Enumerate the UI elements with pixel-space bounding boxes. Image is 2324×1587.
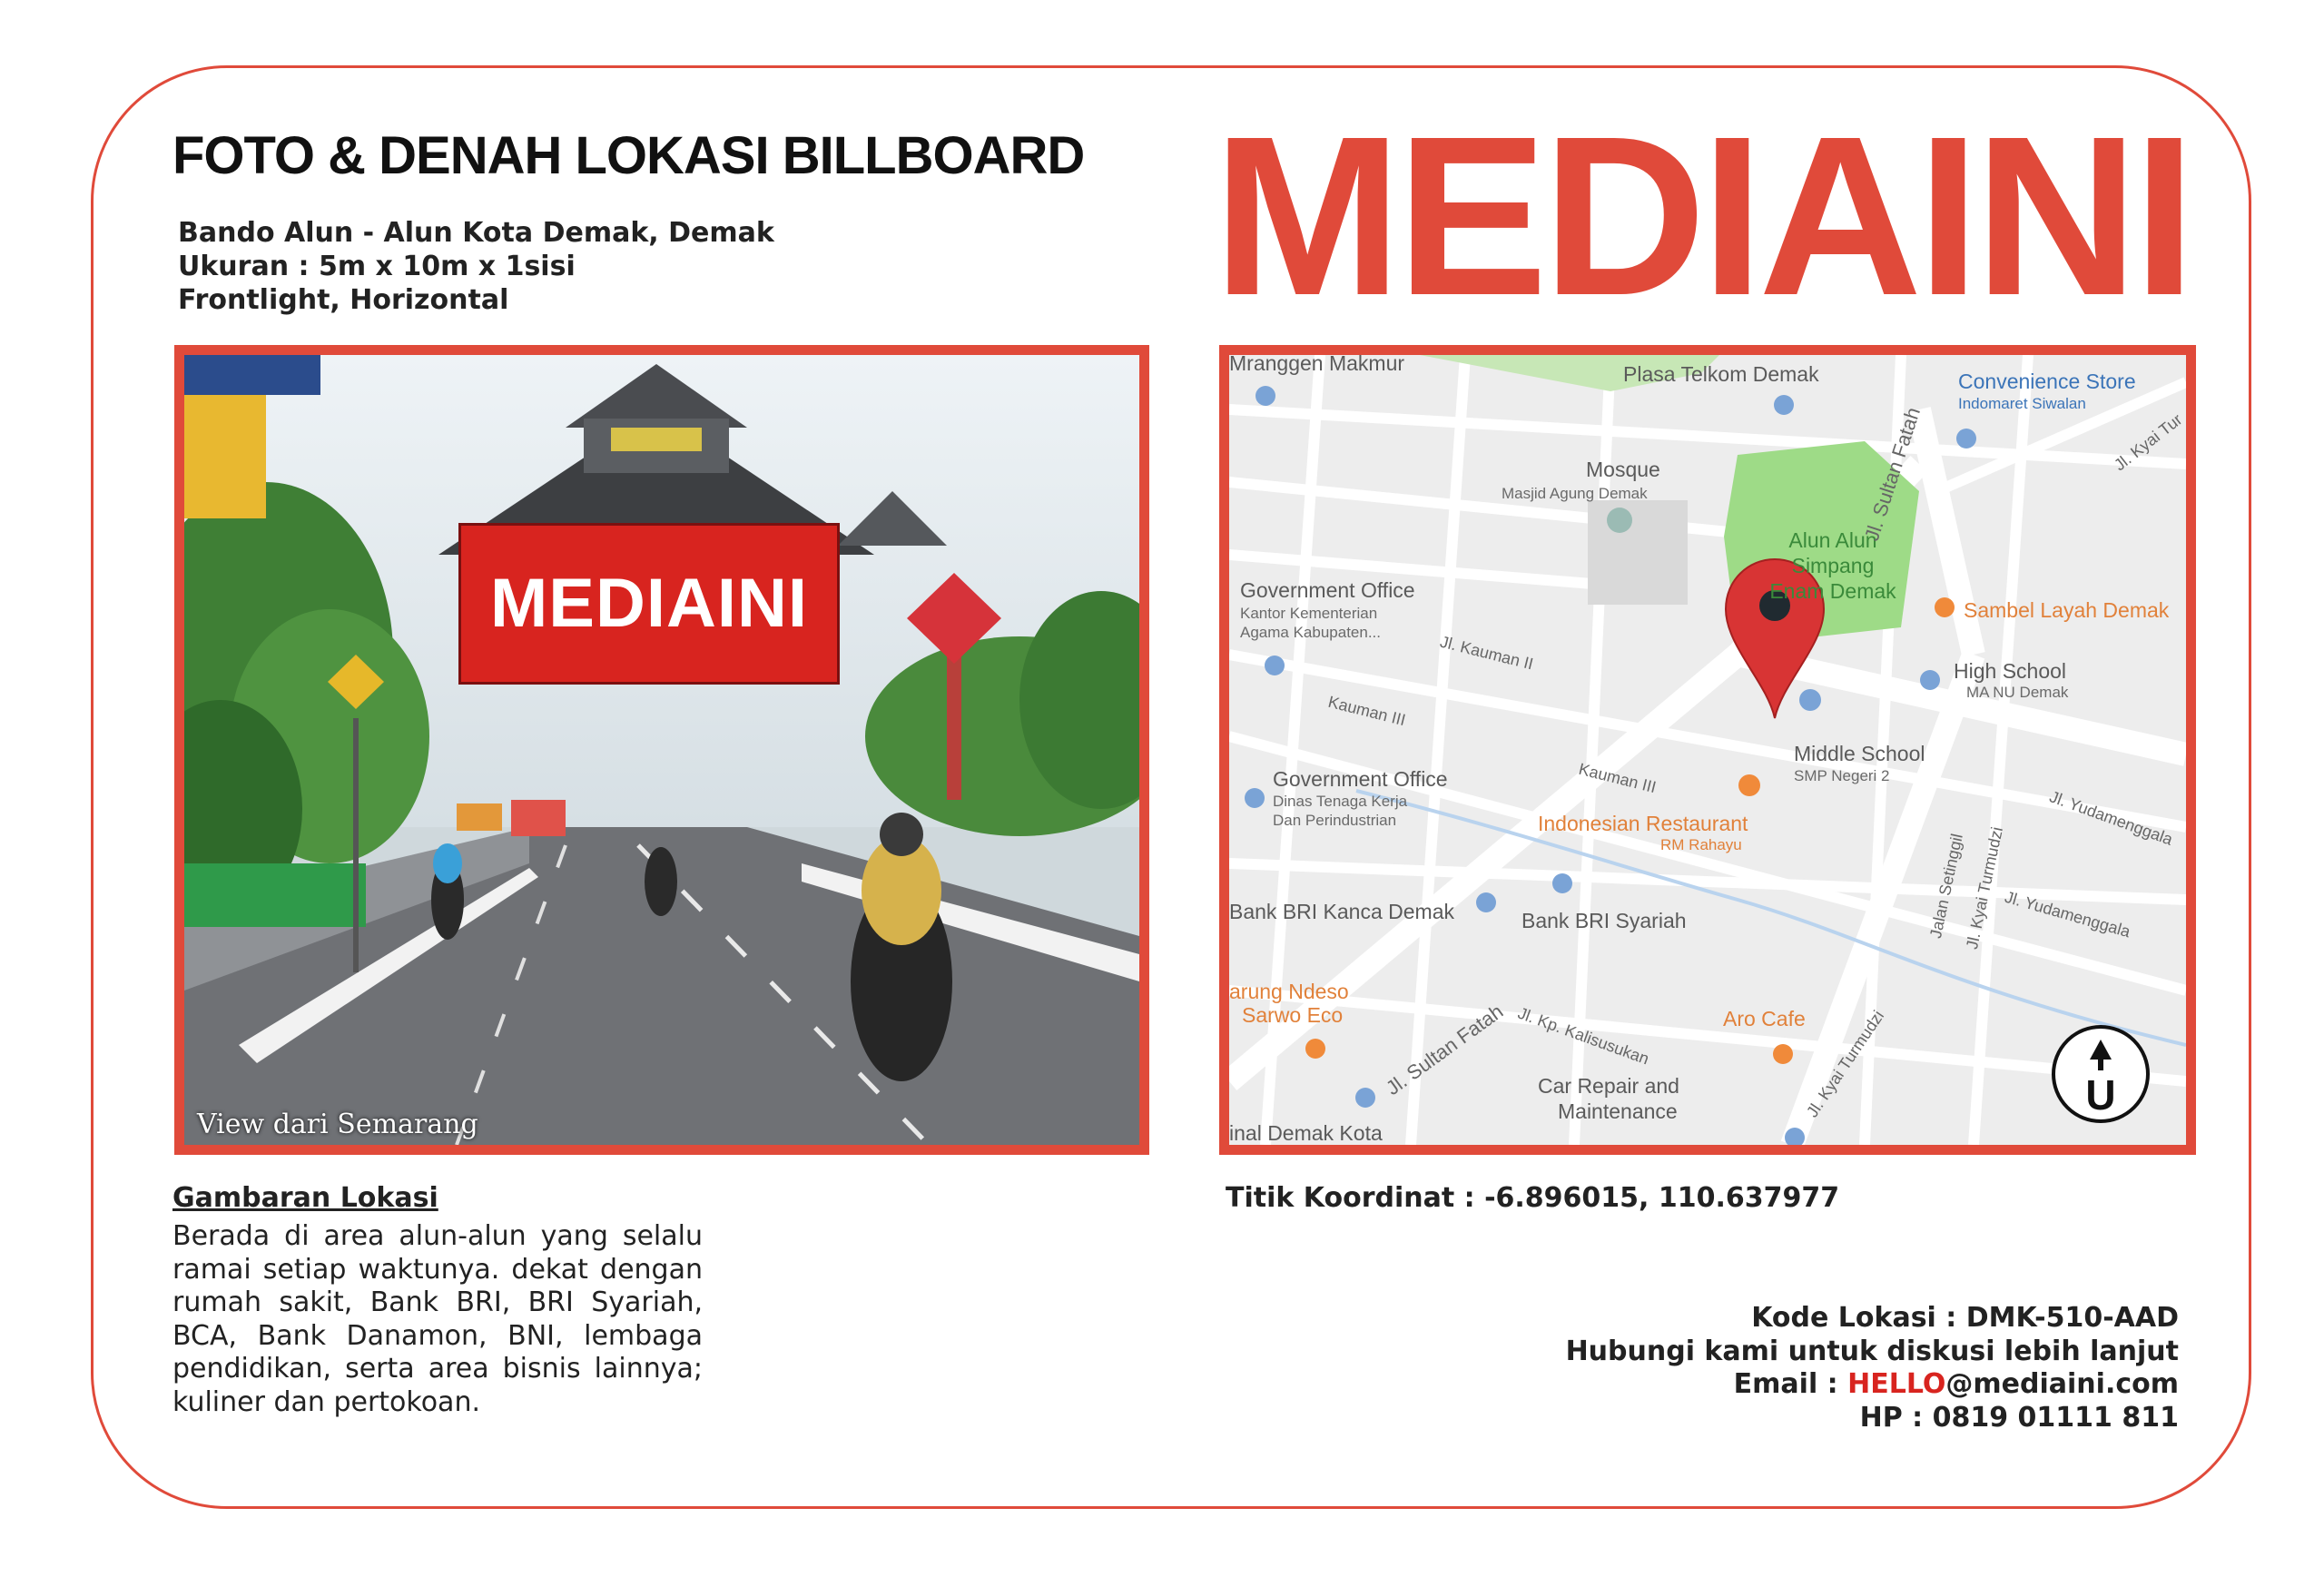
contact-email[interactable] (1566, 1368, 2179, 1402)
map-label-gov-office-2-sub2: Dan Perindustrian (1273, 812, 1397, 829)
map-label-jl-yudamenggala-1: Jl. Yudamenggala (2047, 787, 2176, 849)
map-label-kauman-3a: Kauman III (1325, 692, 1408, 730)
map-label-sarwo-eco: Sarwo Eco (1242, 1003, 1344, 1027)
location-map[interactable] (1219, 345, 2196, 1155)
map-label-gov-office-1-sub1: Kantor Kementerian (1240, 605, 1378, 622)
contact-info (1566, 1302, 2179, 1434)
description-body: Berada di area alun-alun yang selalu ramai setiap waktunya. dekat dengan rumah sakit, Bank BRI, BRI Syariah, BCA, Bank Danamon, BNI, lembaga pendidikan, serta area bisnis lainnya; kuliner dan pertokoan. (172, 1220, 703, 1418)
map-label-mosque: Mosque (1586, 458, 1660, 481)
location-code: Kode Lokasi : DMK-510-AAD (1751, 1302, 2179, 1334)
map-label-jl-kp-kalisusukan: Jl. Kp. Kalisusukan (1515, 1003, 1652, 1069)
email-prefix: Email : (1733, 1368, 1848, 1400)
map-label-indomaret: Indomaret Siwalan (1958, 395, 2086, 412)
map-label-alun-2: Simpang (1791, 554, 1875, 577)
contact-phone[interactable]: HP : 0819 01111 811 (1859, 1401, 2179, 1434)
billboard-type: Frontlight, Horizontal (178, 284, 509, 316)
map-label-alun-1: Alun Alun (1788, 528, 1877, 552)
map-label-mranggen: Mranggen Makmur (1229, 351, 1405, 375)
map-label-rm-rahayu: RM Rahayu (1660, 836, 1742, 853)
billboard-sign: MEDIAINI (458, 523, 840, 685)
email-domain: @mediaini.com (1945, 1368, 2179, 1400)
map-label-kauman-3b: Kauman III (1576, 759, 1659, 797)
compass-letter: U (2085, 1071, 2116, 1119)
map-label-car-repair-1: Car Repair and (1538, 1074, 1679, 1098)
map-label-jl-sultan-fatah-1: Jl. Sultan Fatah (1860, 404, 1925, 544)
map-label-jl-kauman-2: Jl. Kauman II (1438, 632, 1536, 674)
billboard-info (178, 216, 774, 317)
map-label-convenience-store: Convenience Store (1958, 370, 2136, 393)
map-label-jl-yudamenggala-2: Jl. Yudamenggala (2003, 887, 2132, 941)
map-label-jl-kyai-turmudzi-1: Jl. Kyai Turmudzi (1963, 824, 2007, 951)
map-label-middle-school: Middle School (1794, 742, 1925, 765)
map-label-sambel-layah: Sambel Layah Demak (1964, 598, 2170, 622)
map-label-masjid-agung: Masjid Agung Demak (1502, 485, 1648, 502)
email-highlight: HELLO (1847, 1368, 1946, 1400)
location-photo (174, 345, 1149, 1155)
map-label-car-repair-2: Maintenance (1558, 1099, 1678, 1123)
map-label-warung-ndeso: arung Ndeso (1229, 980, 1349, 1003)
map-label-indonesian-restaurant: Indonesian Restaurant (1538, 812, 1748, 835)
street-scene-illustration (184, 355, 1139, 1145)
contact-cta: Hubungi kami untuk diskusi lebih lanjut (1565, 1335, 2179, 1367)
billboard-size: Ukuran : 5m x 10m x 1sisi (178, 251, 576, 282)
map-label-bank-bri-syariah: Bank BRI Syariah (1521, 909, 1687, 932)
map-label-jalan-setinggil: Jalan Setinggil (1926, 832, 1966, 941)
map-label-plasa-telkom: Plasa Telkom Demak (1623, 362, 1819, 386)
map-label-jl-sultan-fatah-2: Jl. Sultan Fatah (1382, 1000, 1508, 1100)
map-label-gov-office-2: Government Office (1273, 767, 1448, 791)
map-label-bank-bri-kanca: Bank BRI Kanca Demak (1229, 900, 1455, 923)
map-label-alun-3: Enam Demak (1769, 579, 1896, 603)
map-streets (1229, 355, 2186, 1145)
map-label-terminal: inal Demak Kota (1229, 1121, 1383, 1145)
map-label-jl-kyai-turmudzi-2: Jl. Kyai Turmudzi (1803, 1007, 1888, 1121)
map-label-gov-office-1-sub2: Agama Kabupaten... (1240, 624, 1382, 641)
coordinates: Titik Koordinat : -6.896015, 110.637977 (1226, 1182, 1840, 1214)
description-heading: Gambaran Lokasi (172, 1182, 438, 1214)
map-label-high-school: High School (1954, 659, 2067, 683)
photo-caption: View dari Semarang (197, 1109, 478, 1140)
document-title: FOTO & DENAH LOKASI BILLBOARD (172, 126, 1085, 185)
map-label-ma-nu-demak: MA NU Demak (1966, 684, 2069, 701)
location-name: Bando Alun - Alun Kota Demak, Demak (178, 217, 774, 249)
north-compass-icon (2052, 1025, 2150, 1123)
map-label-jl-kyai-tur: Jl. Kyai Tur (2110, 409, 2186, 475)
map-label-gov-office-2-sub1: Dinas Tenaga Kerja (1273, 793, 1408, 810)
map-label-smp-negeri-2: SMP Negeri 2 (1794, 767, 1890, 784)
map-label-aro-cafe: Aro Cafe (1723, 1007, 1806, 1030)
brand-logo: MEDIAINI (1213, 89, 2191, 342)
map-label-gov-office-1: Government Office (1240, 578, 1415, 602)
